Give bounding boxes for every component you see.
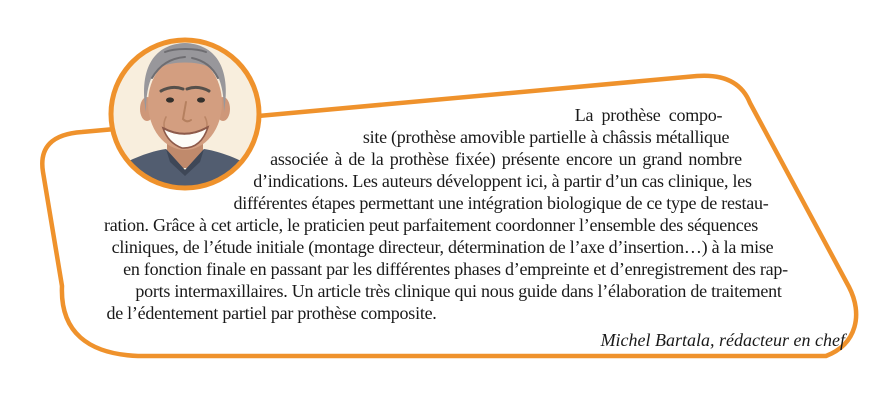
editorial-text-line: cliniques, de l’étude initiale (montage directeur, détermination de l’axe d’insertion…) à la mise — [111, 237, 774, 257]
editorial-text-line: de l’édentement partiel par prothèse composite. — [106, 303, 437, 323]
editorial-text-line: site (prothèse amovible partielle à châssis métallique — [362, 127, 730, 147]
editor-signature: Michel Bartala, rédacteur en chef — [600, 330, 845, 350]
editorial-text-line: La prothèse compo- — [574, 105, 723, 125]
editorial-text-line: différentes étapes permettant une intégration biologique de ce type de restau- — [233, 193, 769, 213]
editorial-text-line: ration. Grâce à cet article, le praticien peut parfaitement coordonner l’ensemble des séquences — [104, 215, 758, 235]
editorial-text-line: en fonction finale en passant par les différentes phases d’empreinte et d’enregistrement des rap- — [123, 259, 788, 279]
editorial-text-line: d’indications. Les auteurs développent ici, à partir d’un cas clinique, les — [253, 171, 752, 191]
editorial-text-line: ports intermaxillaires. Un article très clinique qui nous guide dans l’élaboration de traitement — [135, 281, 782, 301]
editorial-text-line: associée à de la prothèse fixée) présente encore un grand nombre — [270, 149, 742, 169]
